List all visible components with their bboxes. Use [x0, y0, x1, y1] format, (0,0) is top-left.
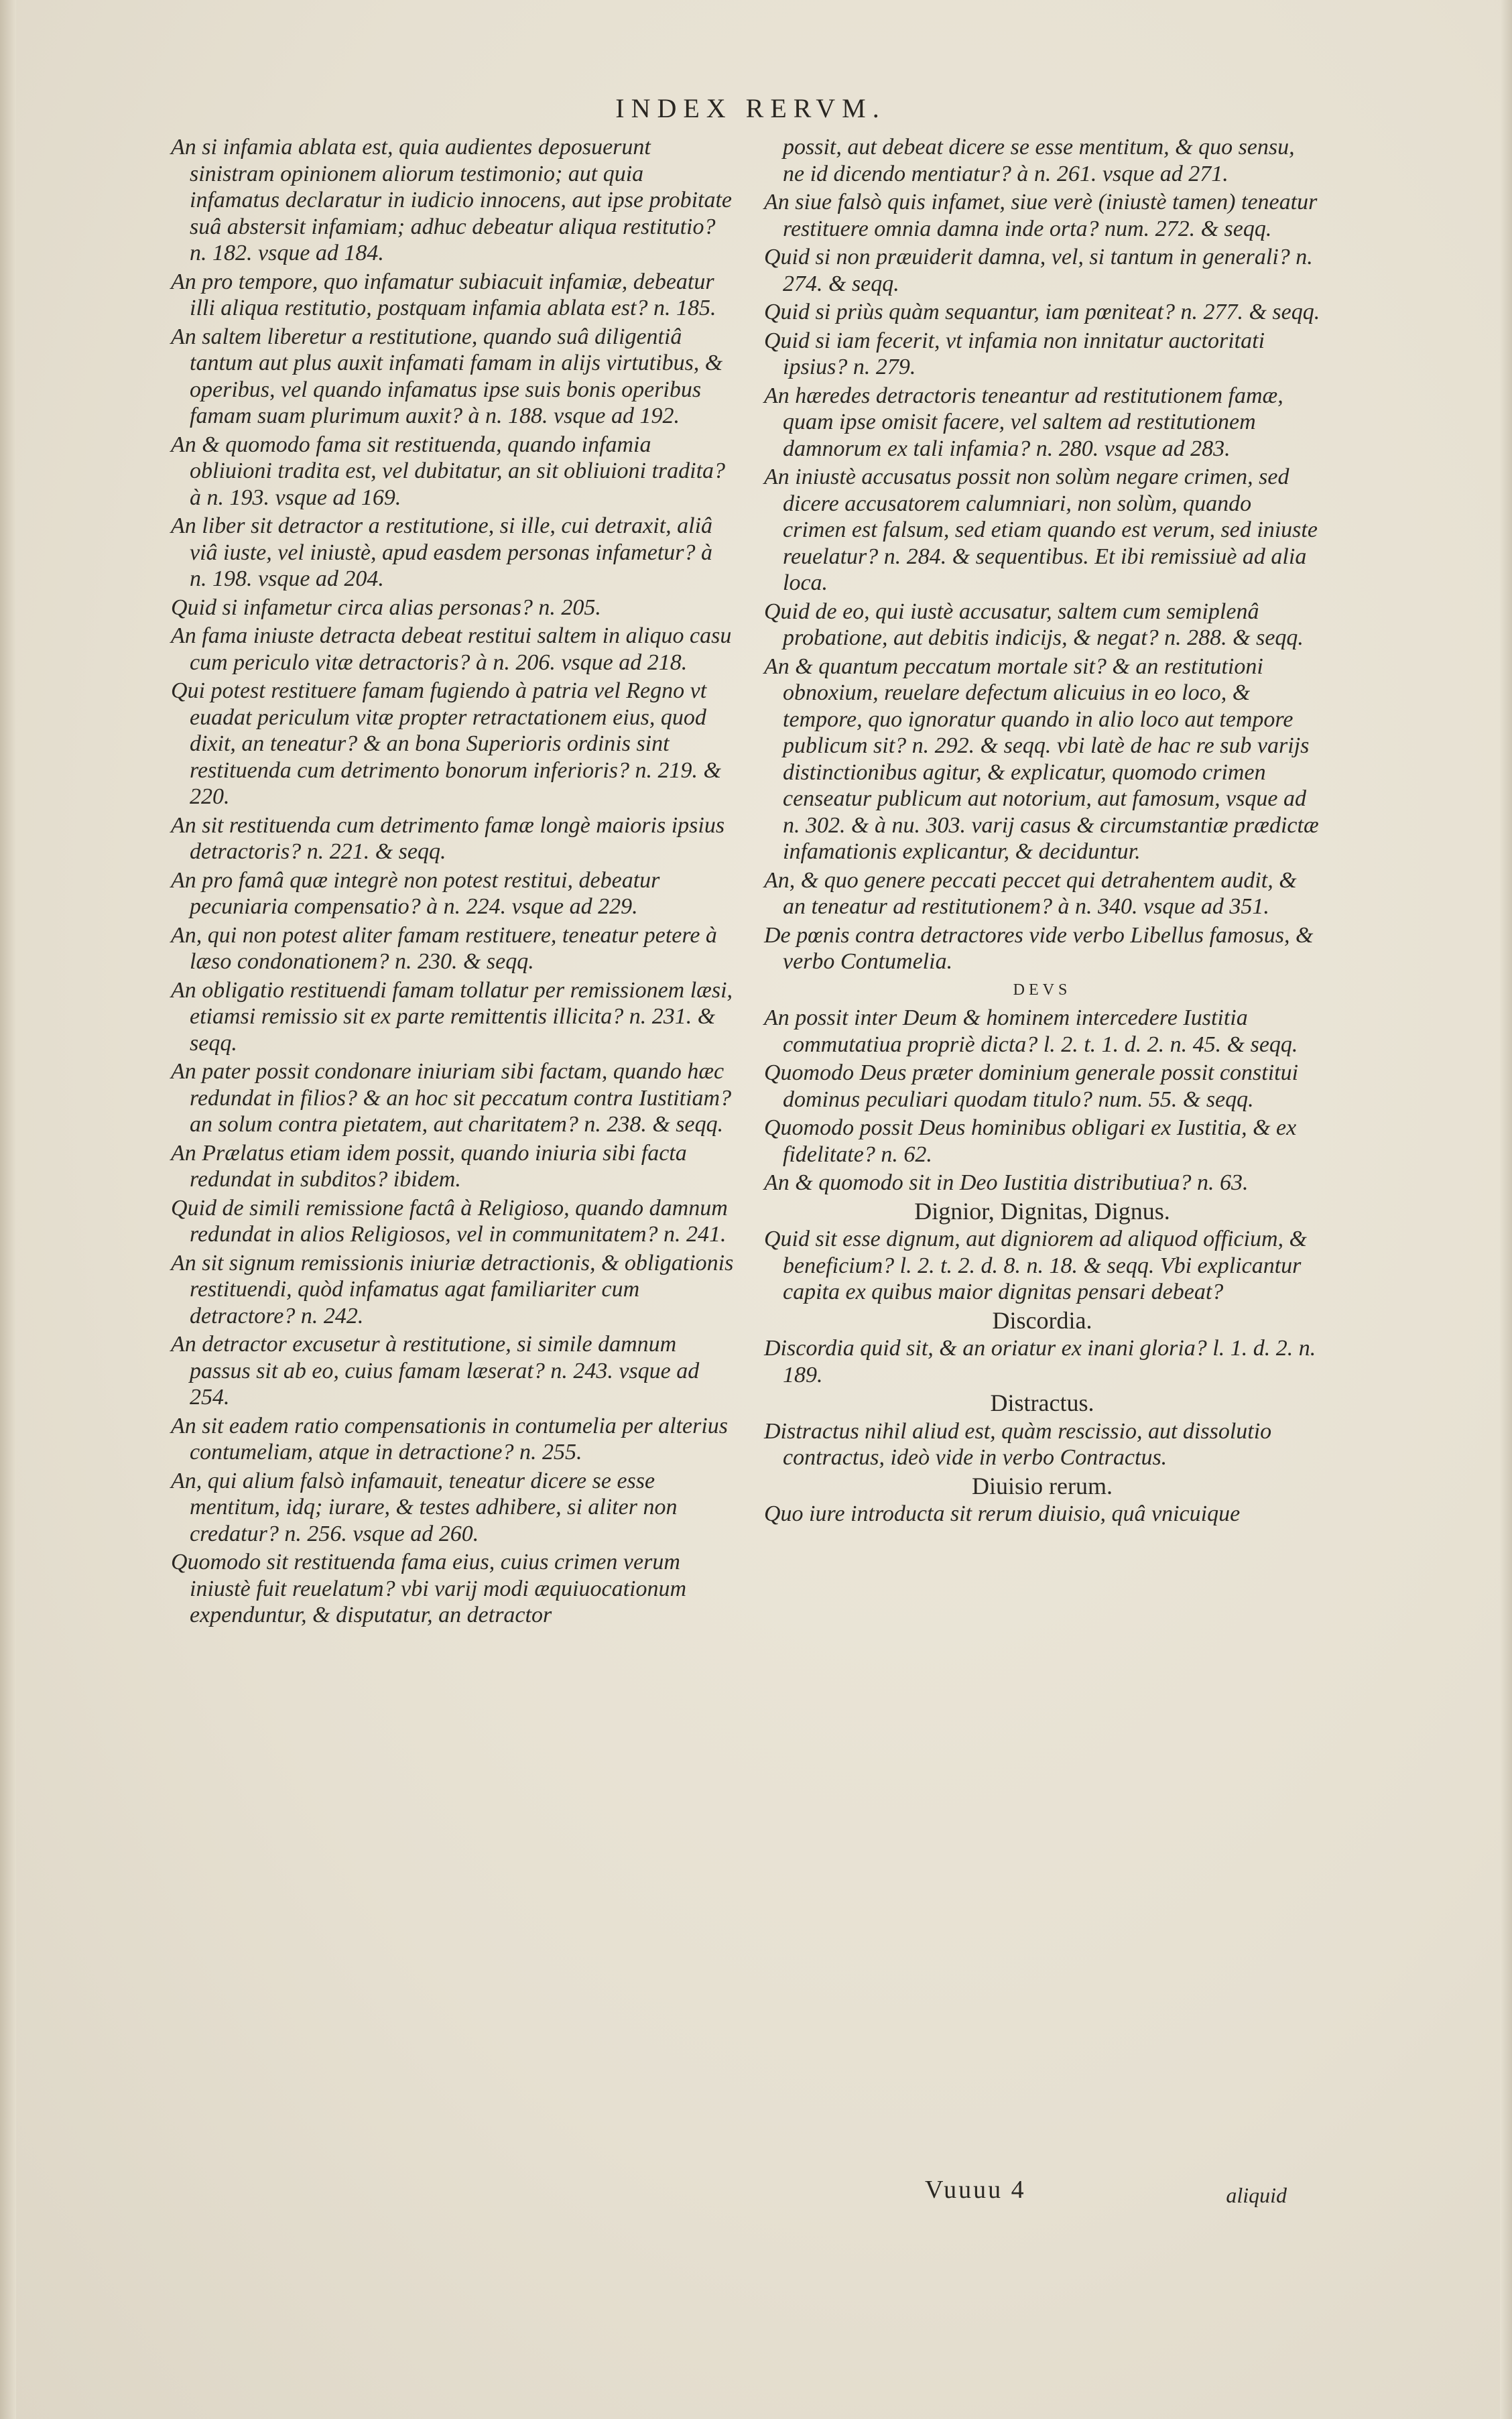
index-entry: An pro famâ quæ integrè non potest restitui, debeatur pecuniaria compensatio? à n. 224. vsque ad 229. [171, 867, 660, 919]
index-entry: An sit restituenda cum detrimento famæ longè maioris ipsius detractoris? n. 221. & seqq. [171, 812, 725, 864]
index-entry: An, qui non potest aliter famam restituere, teneatur petere à læso condonationem? n. 230. & seqq. [171, 922, 717, 974]
index-entry: An iniustè accusatus possit non solùm negare crimen, sed dicere accusatorem calumniari, non solùm, quando crimen est falsum, sed etiam quando est verum, sed iniuste reuelatur? n. 284. & sequentibus. Et ibi remissiuè ad alia loca. [764, 464, 1318, 595]
index-headword: DEVS [1013, 981, 1072, 999]
index-entry: Quid si non præuiderit damna, vel, si tantum in generali? n. 274. & seqq. [764, 245, 1313, 296]
index-entry: An obligatio restituendi famam tollatur per remissionem læsi, etiamsi remissio sit ex parte remittentis illicita? n. 231. & seqq. [171, 977, 733, 1056]
index-entry: An sit eadem ratio compensationis in contumelia per alterius contumeliam, atque in detractione? n. 255. [171, 1413, 729, 1465]
index-headword: Diuisio rerum. [972, 1472, 1113, 1499]
index-entry: Qui potest restituere famam fugiendo à patria vel Regno vt euadat periculum vitæ propter retractationem eius, quod dixit, an teneatur? & an bona Superioris ordinis sint restituenda cum detrimento bonorum inferioris? n. 219. & 220. [171, 678, 721, 809]
page-edge [1500, 0, 1512, 2419]
right-column [764, 134, 1320, 1530]
index-entry: Quid sit esse dignum, aut digniorem ad aliquod officium, & beneficium? l. 2. t. 2. d. 8. n. 18. & seqq. Vbi explicantur capita ex quibus maior dignitas pensari debeat? [764, 1227, 1307, 1304]
index-entry: An saltem liberetur a restitutione, quando suâ diligentiâ tantum aut plus auxit infamati famam in alijs virtutibus, & operibus, vel quando infamatus ipse suis bonis operibus famam suam plurimum auxit? à n. 188. vsque ad 192. [171, 324, 723, 428]
index-headword: Dignior, Dignitas, Dignus. [914, 1197, 1170, 1225]
index-entry: An pro tempore, quo infamatur subiacuit infamiæ, debeatur illi aliqua restitutio, postquam infamia ablata est? n. 185. [171, 269, 716, 320]
index-entry: An possit inter Deum & hominem intercedere Iustitia commutatiua propriè dicta? l. 2. t. 1. d. 2. n. 45. & seqq. [764, 1005, 1298, 1057]
index-entry: An detractor excusetur à restitutione, si simile damnum passus sit ab eo, cuius famam læserat? n. 243. vsque ad 254. [171, 1332, 700, 1410]
index-entry: Quid si infametur circa alias personas? n. 205. [171, 595, 601, 620]
index-entry: Quomodo Deus præter dominium generale possit constitui dominus peculiari quodam titulo? num. 55. & seqq. [764, 1060, 1299, 1112]
index-entry: An Prælatus etiam idem possit, quando iniuria sibi facta redundat in subditos? ibidem. [171, 1140, 687, 1192]
index-entry: Distractus nihil aliud est, quàm rescissio, aut dissolutio contractus, ideò vide in verbo Contractus. [764, 1418, 1272, 1470]
index-entry: Quid de eo, qui iustè accusatur, saltem cum semiplenâ probatione, aut debitis indicijs, & negat? n. 288. & seqq. [764, 599, 1304, 650]
running-header: INDEX RERVM. [615, 93, 886, 123]
index-entry: Discordia quid sit, & an oriatur ex inani gloria? l. 1. d. 2. n. 189. [764, 1336, 1316, 1387]
index-entry: An, qui alium falsò infamauit, teneatur dicere se esse mentitum, idq; iurare, & testes adhibere, si aliter non credatur? n. 256. vsque ad 260. [171, 1468, 678, 1546]
left-column [171, 134, 734, 1631]
index-entry: An siue falsò quis infamet, siue verè (iniustè tamen) teneatur restituere omnia damna inde orta? num. 272. & seqq. [764, 190, 1318, 241]
index-entry-continuation: possit, aut debeat dicere se esse mentitum, & quo sensu, ne id dicendo mentiatur? à n. 261. vsque ad 271. [783, 135, 1295, 186]
index-headword: Discordia. [992, 1306, 1092, 1334]
index-entry: An sit signum remissionis iniuriæ detractionis, & obligationis restituendi, quòd infamatus agat familiariter cum detractore? n. 242. [171, 1250, 734, 1328]
index-entry: Quid si iam fecerit, vt infamia non innitatur auctoritati ipsius? n. 279. [764, 328, 1265, 379]
catchword: aliquid [1226, 2183, 1287, 2207]
index-entry: An & quomodo fama sit restituenda, quando infamia obliuioni tradita est, vel dubitatur, an sit obliuioni tradita? à n. 193. vsque ad 169. [171, 432, 726, 510]
index-headword: Distractus. [990, 1389, 1094, 1416]
index-entry: An hæredes detractoris teneantur ad restitutionem famæ, quam ipse omisit facere, vel saltem ad restitutionem damnorum ex tali infamia? n. 280. vsque ad 283. [764, 383, 1283, 461]
index-entry: An, & quo genere peccati peccet qui detrahentem audit, & an teneatur ad restitutionem? à n. 340. vsque ad 351. [764, 867, 1297, 919]
index-entry: Quid de simili remissione factâ à Religioso, quando damnum redundat in alios Religiosos, vel in communitatem? n. 241. [171, 1195, 728, 1247]
page-gutter [0, 0, 16, 2419]
index-entry: An si infamia ablata est, quia audientes deposuerunt sinistram opinionem aliorum testimonio; aut quia infamatus declaratur in iudicio innocens, aut ipse probitate suâ abstersit infamiam; adhuc debeatur aliqua restitutio? n. 182. vsque ad 184. [171, 135, 733, 265]
index-entry: De pœnis contra detractores vide verbo Libellus famosus, & verbo Contumelia. [764, 922, 1314, 974]
index-entry: Quid si priùs quàm sequantur, iam pœniteat? n. 277. & seqq. [764, 300, 1320, 324]
index-entry: Quomodo possit Deus hominibus obligari ex Iustitia, & ex fidelitate? n. 62. [764, 1115, 1297, 1167]
index-entry: An pater possit condonare iniuriam sibi factam, quando hæc redundat in filios? & an hoc sit peccatum contra Iustitiam? an solum contra pietatem, aut charitatem? n. 238. & seqq. [171, 1059, 732, 1137]
index-entry: Quo iure introducta sit rerum diuisio, quâ vnicuique [764, 1501, 1241, 1526]
signature-mark: Vuuuu 4 [925, 2176, 1026, 2204]
index-entry: An liber sit detractor a restitutione, si ille, cui detraxit, aliâ viâ iuste, vel iniustè, apud easdem personas infametur? à n. 198. vsque ad 204. [171, 513, 713, 591]
index-entry: An fama iniuste detracta debeat restitui saltem in aliquo casu cum periculo vitæ detractoris? à n. 206. vsque ad 218. [171, 623, 732, 675]
index-entry: An & quomodo sit in Deo Iustitia distributiua? n. 63. [764, 1170, 1249, 1195]
index-entry: Quomodo sit restituenda fama eius, cuius crimen verum iniustè fuit reuelatum? vbi varij modi æquiuocationum expenduntur, & disputatur, an detractor [171, 1550, 687, 1627]
index-entry: An & quantum peccatum mortale sit? & an restitutioni obnoxium, reuelare defectum alicuius in eo loco, & tempore, quo ignoratur quando in alio loco aut tempore publicum sit? n. 292. & seqq. vbi latè de hac re sub varijs distinctionibus agitur, & explicatur, quomodo crimen censeatur publicum aut notorium, aut famosum, vsque ad n. 302. & à nu. 303. varij casus & circumstantiæ prædictæ infamationis explicantur, & deciduntur. [764, 654, 1319, 864]
